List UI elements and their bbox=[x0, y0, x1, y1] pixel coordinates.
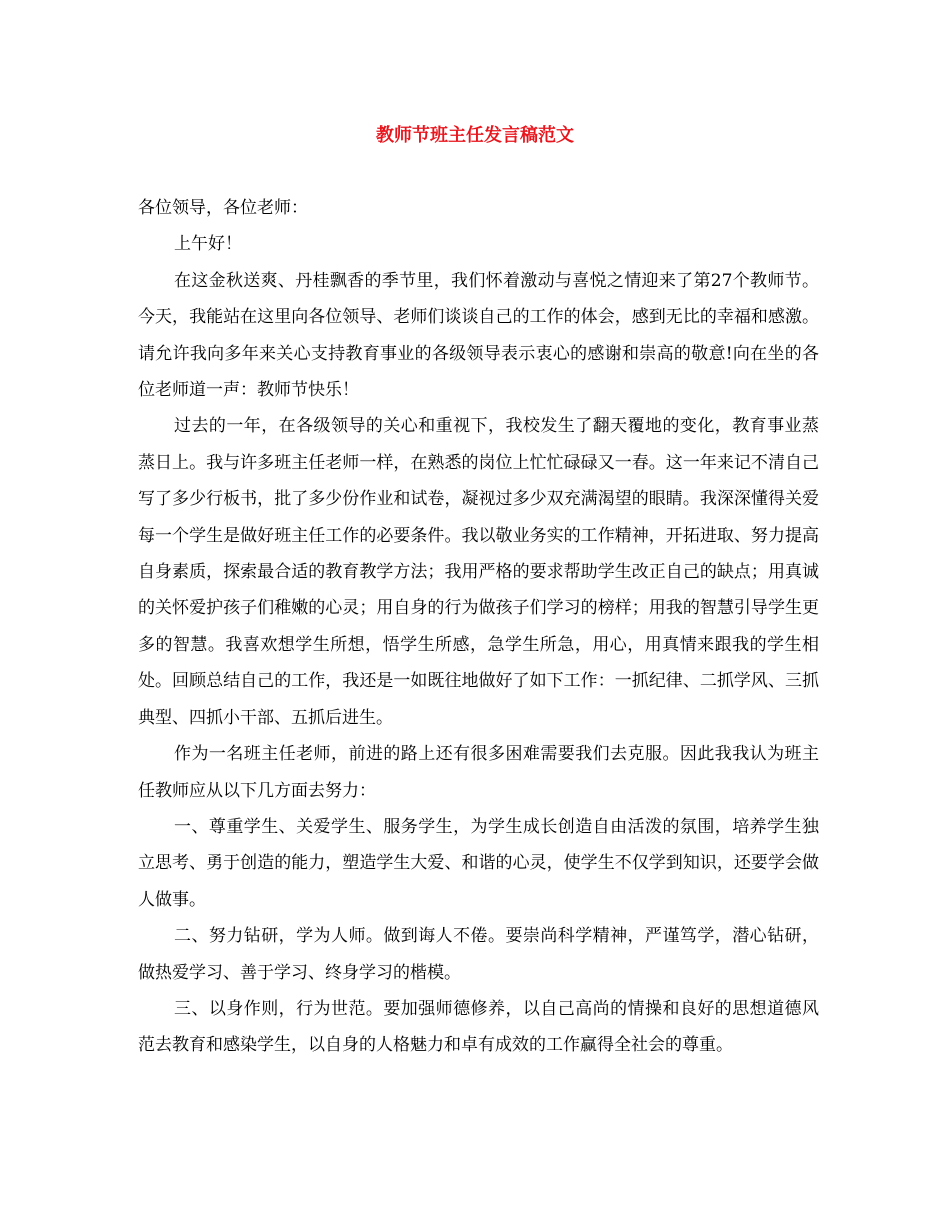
paragraph: 一、尊重学生、关爱学生、服务学生，为学生成长创造自由活泼的氛围，培养学生独立思考、勇于创造的能力，塑造学生大爱、和谐的心灵，使学生不仅学到知识，还要学会做人做事。 bbox=[138, 816, 819, 910]
paragraph: 三、以身作则，行为世范。要加强师德修养，以自己高尚的情操和良好的思想道德风范去教育和感染学生，以自身的人格魅力和卓有成效的工作赢得全社会的尊重。 bbox=[138, 998, 819, 1056]
paragraph: 过去的一年，在各级领导的关心和重视下，我校发生了翻天覆地的变化，教育事业蒸蒸日上。我与许多班主任老师一样，在熟悉的岗位上忙忙碌碌又一春。这一年来记不清自己写了多少行板书，批了多少份作业和试卷，凝视过多少双充满渴望的眼睛。我深深懂得关爱每一个学生是做好班主任工作的必要条件。我以敬业务实的工作精神，开拓进取、努力提高自身素质，探索最合适的教育教学方法；我用严格的要求帮助学生改正自己的缺点；用真诚的关怀爱护孩子们稚嫩的心灵；用自身的行为做孩子们学习的榜样；用我的智慧引导学生更多的智慧。我喜欢想学生所想，悟学生所感，急学生所急，用心，用真情来跟我的学生相处。回顾总结自己的工作，我还是一如既往地做好了如下工作：一抓纪律、二抓学风、三抓典型、四抓小干部、五抓后进生。 bbox=[138, 416, 819, 728]
paragraph: 作为一名班主任老师，前进的路上还有很多困难需要我们去克服。因此我我认为班主任教师应从以下几方面去努力： bbox=[138, 744, 819, 801]
greeting: 上午好！ bbox=[174, 234, 242, 255]
paragraph: 在这金秋送爽、丹桂飘香的季节里，我们怀着激动与喜悦之情迎来了第27个教师节。今天，我能站在这里向各位领导、老师们谈谈自己的工作的体会，感到无比的幸福和感激。请允许我向多年来关心支持教育事业的各级领导表示衷心的感谢和崇高的敬意!向在坐的各位老师道一声：教师节快乐！ bbox=[138, 270, 819, 401]
document-title: 教师节班主任发言稿范文 bbox=[376, 125, 574, 146]
paragraph: 二、努力钻研，学为人师。做到诲人不倦。要崇尚科学精神，严谨笃学，潜心钻研，做热爱学习、善于学习、终身学习的楷模。 bbox=[138, 926, 819, 983]
document-body bbox=[138, 190, 819, 1064]
salutation: 各位领导，各位老师： bbox=[138, 198, 308, 218]
